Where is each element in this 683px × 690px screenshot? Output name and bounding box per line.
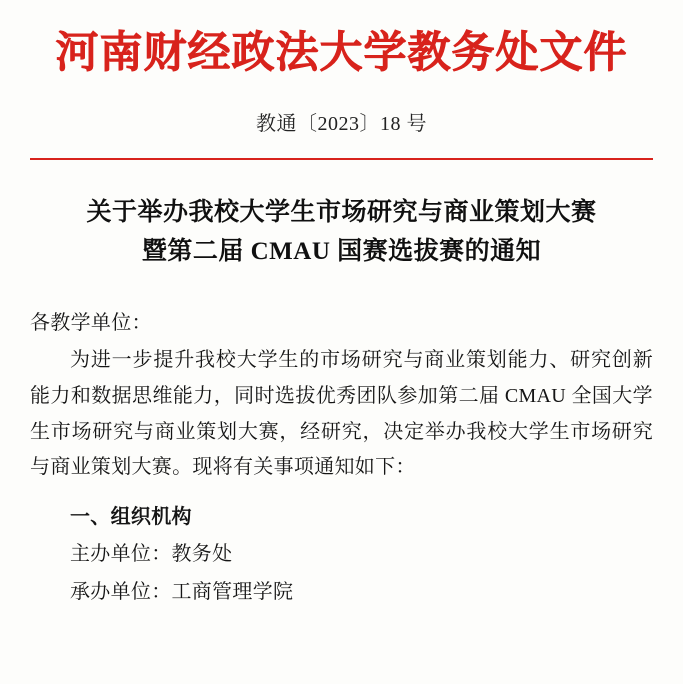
co-organizer-line: 承办单位：工商管理学院 (70, 580, 294, 603)
document-title-line-2: 暨第二届 CMAU 国赛选拔赛的通知 (141, 238, 542, 266)
document-title-line-1: 关于举办我校大学生市场研究与商业策划大赛 (86, 199, 597, 227)
salutation: 各教学单位： (30, 311, 152, 334)
page-bottom-edge (0, 684, 683, 690)
masthead-title: 河南财经政法大学教务处文件 (55, 28, 628, 78)
document-number: 教通〔2023〕18 号 (256, 113, 427, 136)
document-body (30, 306, 653, 611)
masthead (30, 0, 653, 81)
body-paragraph-1: 为进一步提升我校大学生的市场研究与商业策划能力、研究创新能力和数据思维能力，同时选拔优秀团队参加第二届 CMAU 全国大学生市场研究与商业策划大赛，经研究，决定举办我校大学生市场研究与商业策划大赛。现将有关事项通知如下： (30, 349, 653, 479)
red-divider-rule (30, 158, 653, 160)
organizer-line: 主办单位：教务处 (70, 543, 233, 566)
document-title (30, 194, 653, 272)
section-heading-organization: 一、组织机构 (70, 505, 192, 528)
